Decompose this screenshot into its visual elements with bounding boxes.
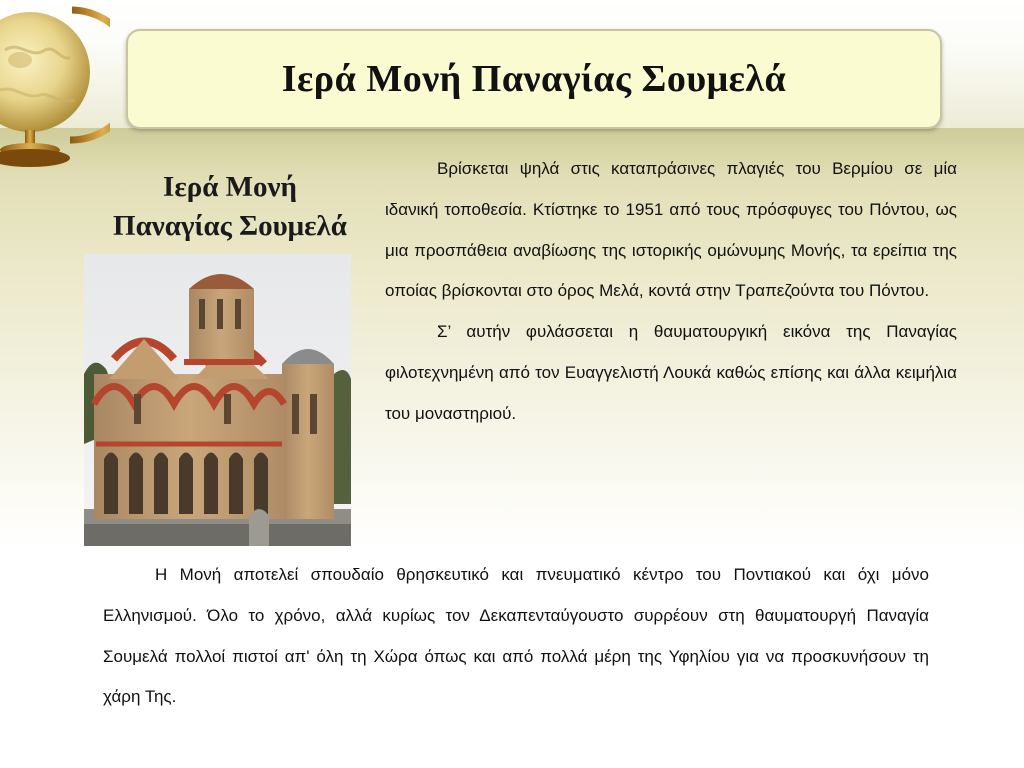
side-title-line-1: Ιερά Μονή [163,171,297,203]
page-title: Ιερά Μονή Παναγίας Σουμελά [281,58,787,100]
right-text-block [385,149,957,435]
side-title [84,168,376,246]
bottom-text-block [103,555,929,718]
paragraph-2: Σ’ αυτήν φυλάσσεται η θαυματουργική εικόνα της Παναγίας φιλοτεχνημένη από τον Ευαγγελιστή Λουκά καθώς επίσης και άλλα κειμήλια του μοναστηριού. [385,322,957,423]
paragraph-3: Η Μονή αποτελεί σπουδαίο θρησκευτικό και πνευματικό κέντρο του Ποντιακού και όχι μόνο Ελληνισμού. Όλο το χρόνο, αλλά κυρίως τον Δεκαπενταύγουστο συρρέουν στη θαυματουργή Παναγία Σουμελά πολλοί πιστοί απ' όλη τη Χώρα όπως και από πολλά μέρη της Υφηλίου για να προσκυνήσουν τη χάρη Της. [103,565,929,707]
title-box [126,29,942,129]
desk-globe-icon [0,0,110,170]
church-photo [84,254,351,546]
side-title-line-2: Παναγίας Σουμελά [113,210,347,242]
paragraph-1: Βρίσκεται ψηλά στις καταπράσινες πλαγιές του Βερμίου σε μία ιδανική τοποθεσία. Κτίστηκε το 1951 από τους πρόσφυγες του Πόντου, ως μια προσπάθεια αναβίωσης της ιστορικής ομώνυμης Μονής, τα ερείπια της οποίας βρίσκονται στο όρος Μελά, κοντά στην Τραπεζούντα του Πόντου. [385,159,957,301]
